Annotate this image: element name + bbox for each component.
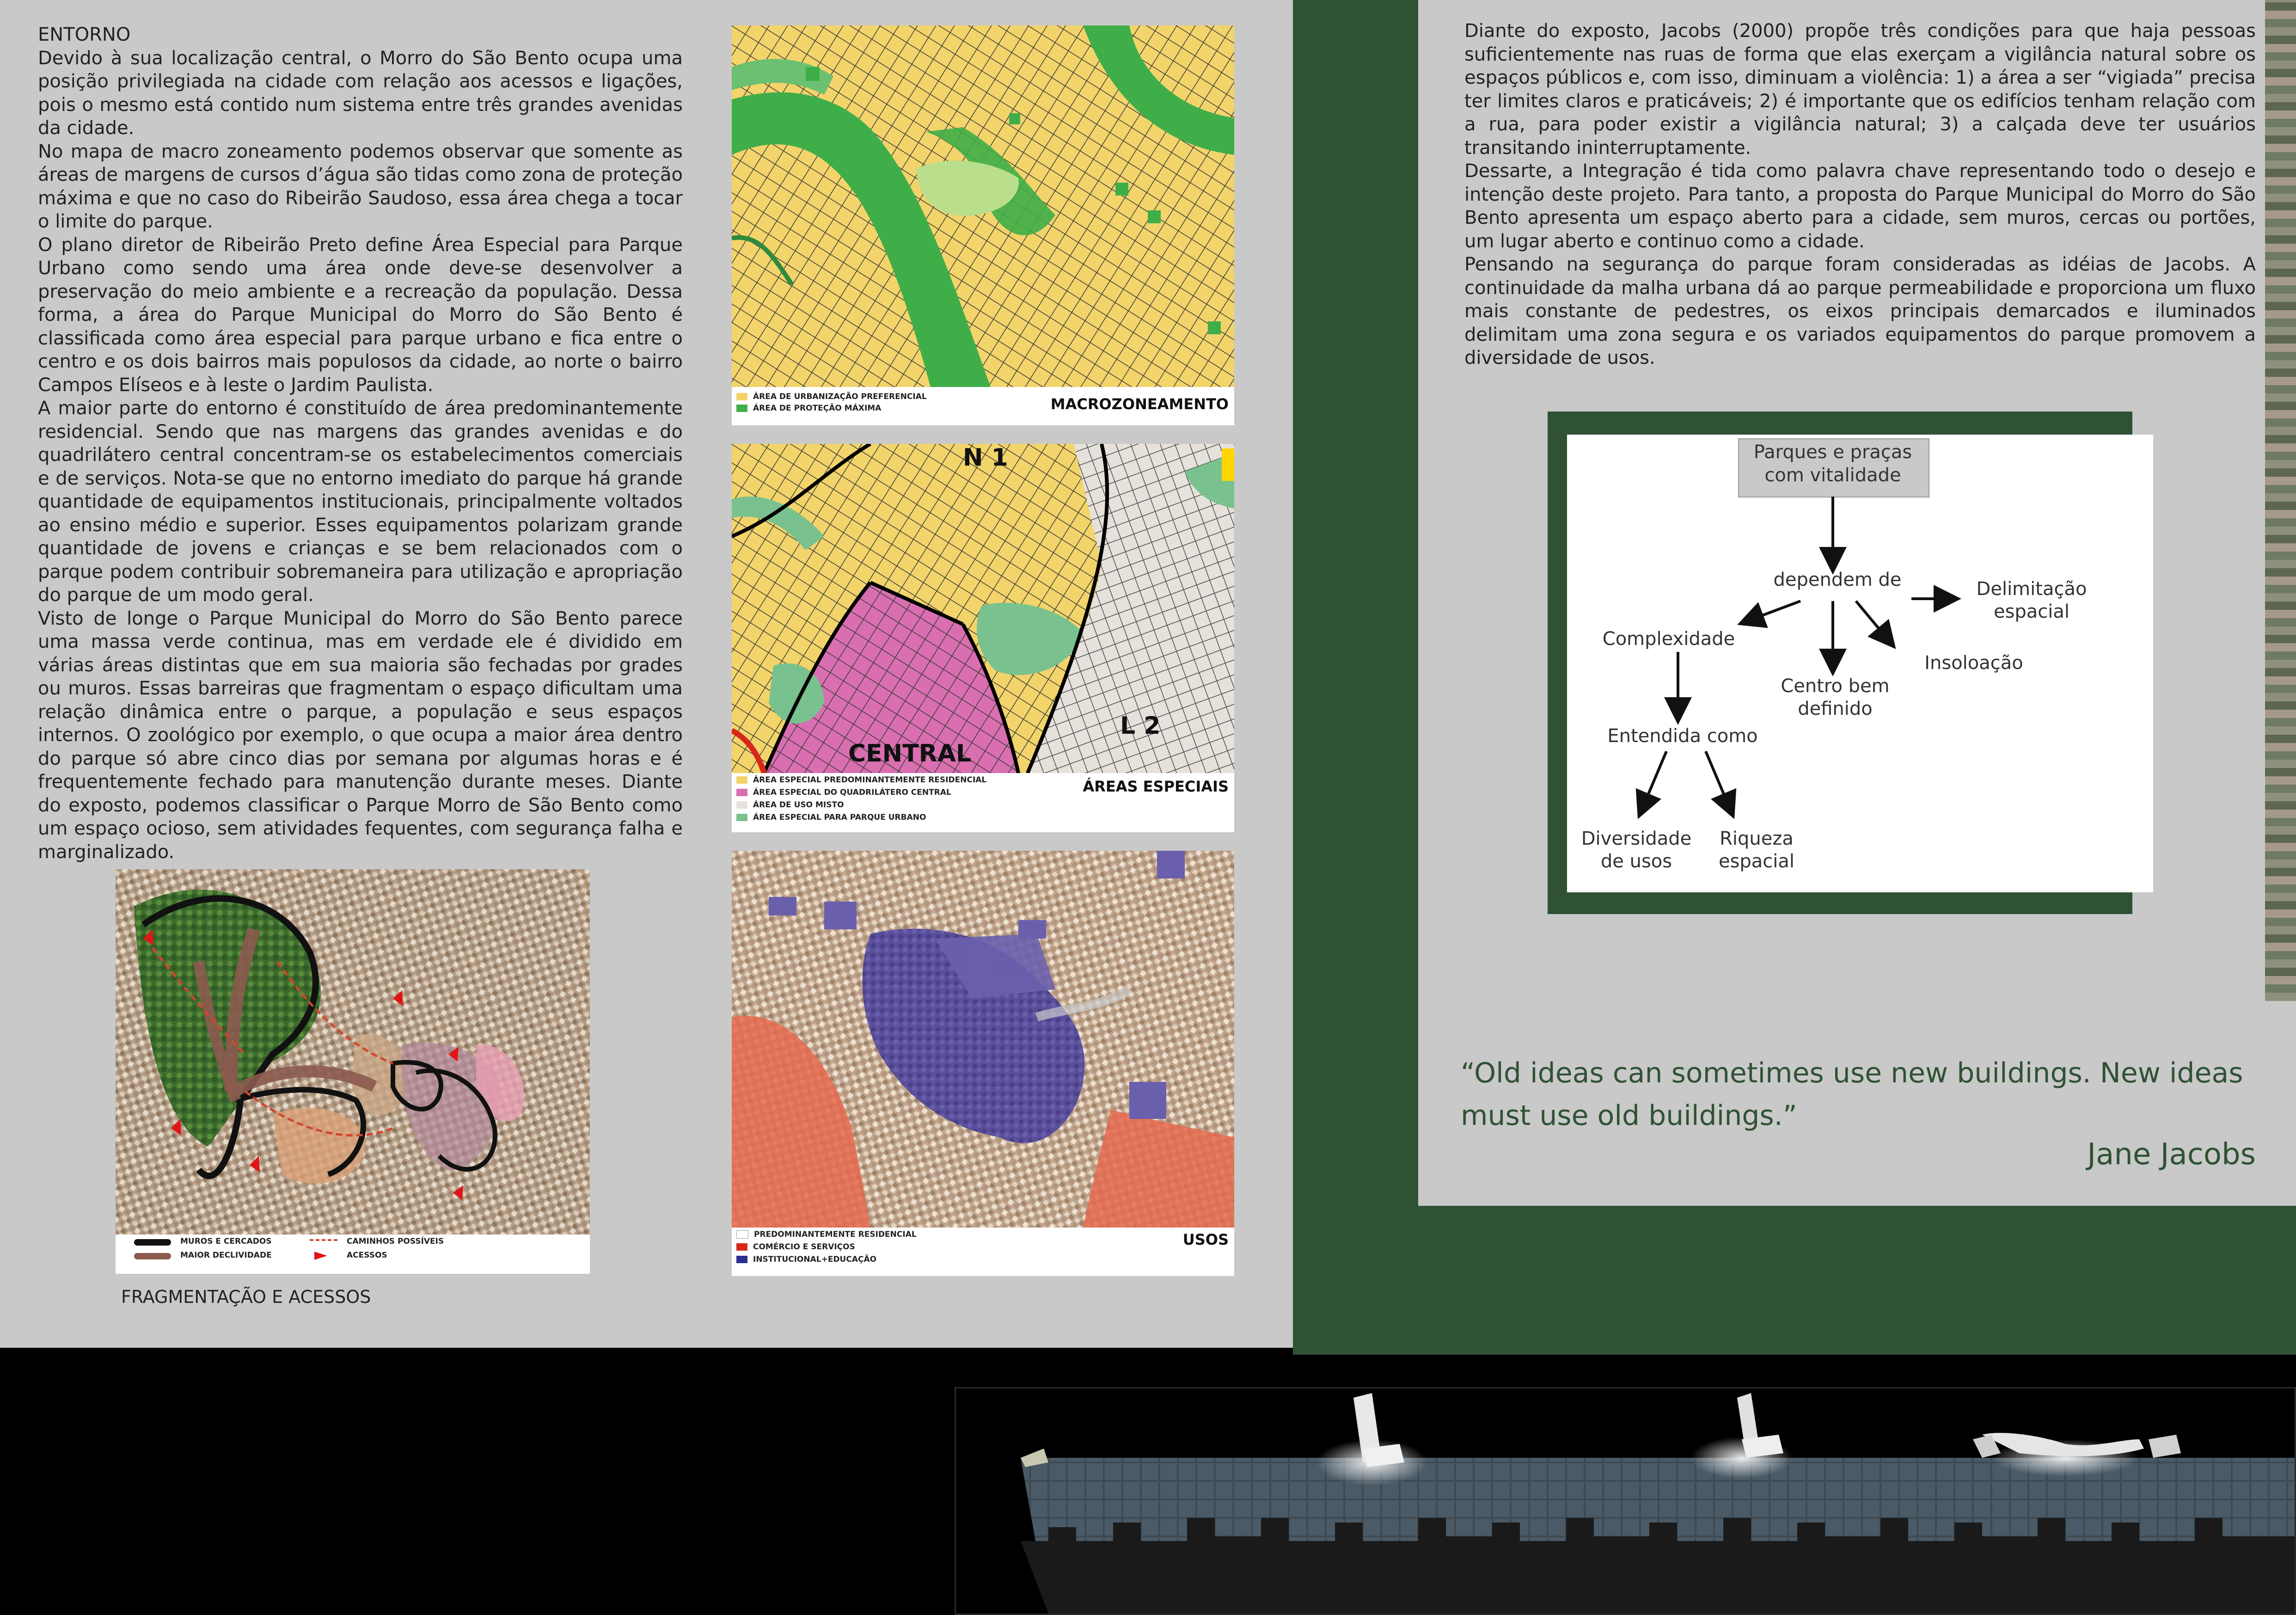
fragmentation-map [116,869,590,1274]
legend-paths: CAMINHOS POSSÍVEIS [347,1237,444,1246]
concept-diagram [1567,435,2153,892]
uses-legend-item-1: COMÉRCIO E SERVIÇOS [736,1242,855,1252]
paths-legend-swatch [310,1239,337,1244]
fragmentation-aerial-image [116,869,590,1234]
macro-legend-item-0: ÁREA DE URBANIZAÇÃO PREFERENCIAL [736,392,927,401]
macro-map-title: MACROZONEAMENTO [1050,395,1229,413]
uses-legend-item-2: INSTITUCIONAL+EDUCAÇÃO [736,1255,876,1264]
special-legend-item-1: ÁREA ESPECIAL DO QUADRILÁTERO CENTRAL [736,788,951,797]
right-body-text [1464,19,2256,370]
diagram-node-delim-line2: espacial [1993,601,2070,622]
diagram-arrows [1567,435,2153,892]
quote-author: Jane Jacobs [2087,1137,2256,1172]
diagram-node-delim-line1: Delimitação [1976,578,2087,600]
label-l2: L 2 [1120,712,1161,740]
diagram-node-div-line1: Diversidade [1581,828,1692,849]
paragraph: Devido à sua localização central, o Morro do São Bento ocupa uma posição privilegiada na cidade com relação aos acessos e ligações, pois o mesmo está contido num sistema entre três grandes avenidas da cidade. [38,47,683,139]
diagram-node-div-line2: de usos [1600,851,1672,872]
diagram-node-centro-line2: definido [1798,698,1873,719]
special-areas-map [732,444,1234,832]
uses-map-image [732,851,1234,1228]
fragmentation-caption: FRAGMENTAÇÃO E ACESSOS [121,1287,371,1307]
aerial-strip-image [2265,0,2296,1001]
legend-slope: MAIOR DECLIVIDADE [180,1251,272,1260]
special-legend-item-3: ÁREA ESPECIAL PARA PARQUE URBANO [736,813,926,822]
paragraph: Dessarte, a Integração é tida como palavra chave representando todo o desejo e intenção deste projeto. Para tanto, a proposta do Parque Municipal do Morro do São Bento apresenta um espaço aberto para a cidade, sem muros, cercas ou portões, um lugar aberto e continuo como a cidade. [1464,160,2256,252]
label-n1: N 1 [963,444,1008,472]
paragraph: Diante do exposto, Jacobs (2000) propõe três condições para que haja pessoas suficientemente nas ruas de forma que elas exerçam a vigilância natural sobre os espaços públicos e, com isso, diminuam a violência: 1) a área a ser “vigiada” precisa ter limites claros e praticáveis; 2) é importante que os edifícios tenham relação com a rua, para poder existir a vigilância natural; 3) a calçada deve ter usuários transitando ininterruptamente. [1464,20,2256,159]
paragraph: Pensando na segurança do parque foram consideradas as idéias de Jacobs. A continuidade da malha urbana dá ao parque permeabilidade e proporciona um fluxo mais constante de pedestres, os eixos principais demarcados e iluminados delimitam uma zona segura e os variados equipamentos do parque promovem a diversidade de usos. [1464,254,2256,368]
slope-legend-swatch [134,1253,171,1259]
diagram-root-line2: com vitalidade [1764,465,1901,486]
night-render-image [955,1387,2296,1615]
special-map-title: ÁREAS ESPECIAIS [1083,778,1229,795]
walls-legend-swatch [134,1239,171,1246]
diagram-node-riq-line1: Riqueza [1720,828,1794,849]
legend-walls: MUROS E CERCADOS [180,1237,272,1246]
diagram-node-centro-line1: Centro bem [1781,675,1890,697]
macrozoning-map-image [732,25,1234,387]
left-body-text [38,23,683,864]
label-central: CENTRAL [848,740,972,768]
special-legend-item-2: ÁREA DE USO MISTO [736,800,844,810]
diagram-node-riq-line2: espacial [1718,851,1795,872]
night-render-svg [956,1388,2295,1614]
uses-map [732,851,1234,1276]
diagram-root-line1: Parques e praças [1753,442,1912,463]
legend-access: ACESSOS [347,1251,387,1260]
special-legend-item-0: ÁREA ESPECIAL PREDOMINANTEMENTE RESIDENCIAL [736,775,986,785]
paragraph: O plano diretor de Ribeirão Preto define Área Especial para Parque Urbano como sendo uma área onde deve-se desenvolver a preservação do meio ambiente e a recreação da população. Dessa forma, a área do Parque Municipal do Morro do São Bento é classificada como área especial para parque urbano e fica entre o centro e os dois bairros mais populosos da cidade, ao norte o bairro Campos Elíseos e à leste o Jardim Paulista. [38,234,683,396]
access-arrow-icon [314,1252,327,1260]
heading-entorno: ENTORNO [38,24,131,45]
diagram-node-complex: Complexidade [1602,628,1735,650]
quote-text: “Old ideas can sometimes use new buildings. New ideas must use old buildings.” [1461,1057,2243,1132]
diagram-node-entendida: Entendida como [1607,725,1758,747]
diagram-node-depend: dependem de [1773,569,1902,590]
paragraph: Visto de longe o Parque Municipal do Morro do São Bento parece uma massa verde continua, mas em verdade ele é dividido em várias áreas distintas que em sua maioria são fechadas por grades ou muros. Essas barreiras que fragmentam o espaço dificultam uma relação dinâmica entre o parque, a população e seus espaços internos. O zoológico por exemplo, o que ocupa a maior área dentro do parque só abre cinco dias por semana por algumas horas e é frequentemente fechado para manutenção durante meses. Diante do exposto, podemos classificar o Parque Morro de São Bento como um espaço ocioso, sem atividades fequentes, com segurança falha e marginalizado. [38,608,683,863]
macrozoning-map [732,25,1234,425]
paragraph: A maior parte do entorno é constituído de área predominantemente residencial. Sendo que nas margens das grandes avenidas e do quadrilátero central concentram-se os estabelecimentos comerciais e de serviços. Nota-se que no entorno imediato do parque há grande quantidade de equipamentos institucionais, principalmente voltados ao ensino médio e superior. Esses equipamentos polarizam grande quantidade de jovens e crianças e se bem relacionados com o parque podem contribuir sobremaneira para utilização e apropriação do parque de um modo geral. [38,398,683,606]
macro-legend-item-1: ÁREA DE PROTEÇÃO MÁXIMA [736,404,881,413]
paragraph: No mapa de macro zoneamento podemos observar que somente as áreas de margens de cursos d’água são tidas como zona de proteção máxima e que no caso do Ribeirão Saudoso, essa área chega a tocar o limite do parque. [38,141,683,232]
diagram-node-insol: Insoloação [1924,652,2023,674]
uses-legend-item-0: PREDOMINANTEMENTE RESIDENCIAL [736,1230,917,1239]
uses-map-title: USOS [1182,1231,1229,1248]
